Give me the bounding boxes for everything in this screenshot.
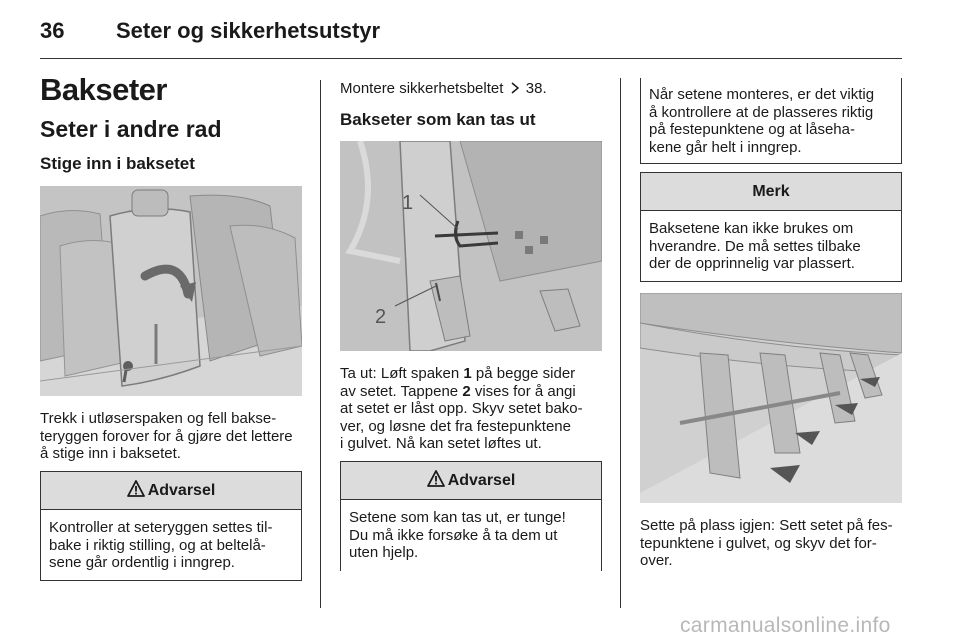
- column-divider-2: [620, 78, 621, 608]
- text-line: kene går helt i inngrep.: [649, 138, 802, 156]
- text-line: ver, og løsne det fra festepunktene: [340, 417, 571, 435]
- callout-ref-2: 2: [462, 382, 471, 400]
- text-line: sene går ordentlig i inngrep.: [49, 554, 235, 571]
- page-header: [40, 18, 900, 52]
- page-reference-arrow-icon: [508, 80, 526, 97]
- text-line: i gulvet. Nå kan setet løftes ut.: [340, 435, 542, 452]
- text-line: Baksetene kan ikke brukes om: [649, 220, 854, 237]
- reference-page: 38.: [525, 80, 547, 97]
- text-line: Kontroller at seteryggen settes til-: [49, 519, 273, 536]
- text-line: uten hjelp.: [349, 544, 419, 561]
- seat-install-illustration: [640, 293, 902, 503]
- removable-seats-heading: Bakseter som kan tas ut: [340, 110, 536, 129]
- text-line: tepunktene i gulvet, og skyv det for-: [640, 534, 877, 552]
- text-line: å kontrollere at de plasseres riktig: [649, 103, 874, 121]
- reinstall-instructions: [640, 517, 915, 570]
- warning-body-continued: [641, 78, 901, 156]
- seatbelt-reference: [340, 80, 610, 98]
- warning-body: [341, 500, 601, 562]
- seat-fold-drawing: [40, 186, 302, 396]
- note-box-header: [641, 173, 901, 211]
- warning-box-continued: [640, 78, 902, 164]
- warning-title: Advarsel: [147, 481, 216, 499]
- text-line: bake i riktig stilling, og at beltelå-: [49, 536, 266, 554]
- callout-ref-1: 1: [463, 365, 472, 382]
- text-line: av setet. Tappene 2 vises for å angi: [340, 382, 576, 400]
- text-line: Trekk i utløserspaken og fell bakse-: [40, 410, 277, 427]
- column-divider-1: [320, 80, 321, 608]
- callout-label-2: 2: [375, 306, 387, 328]
- text-line: Når setene monteres, er det viktig: [649, 86, 875, 103]
- text-line: Du må ikke forsøke å ta dem ut: [349, 526, 558, 544]
- chapter-title: Seter og sikkerhetsutstyr: [116, 18, 381, 43]
- subsection-heading: Seter i andre rad: [40, 116, 222, 142]
- warning-triangle-icon: [427, 470, 445, 492]
- seat-release-illustration: [340, 141, 602, 351]
- seat-release-drawing: [340, 141, 602, 351]
- reference-text: Montere sikkerhetsbeltet: [340, 80, 504, 97]
- warning-box-heavy-seats: [340, 461, 602, 571]
- note-box: [640, 172, 902, 282]
- warning-box-seatback: [40, 471, 302, 581]
- note-body: [641, 211, 901, 273]
- note-title: Merk: [752, 182, 790, 200]
- topic-heading: Stige inn i baksetet: [40, 154, 195, 173]
- text-line: at setet er låst opp. Skyv setet bako-: [340, 400, 583, 417]
- watermark: carmanualsonline.info: [680, 614, 891, 637]
- fold-instructions: [40, 410, 310, 463]
- text-line: Ta ut: Løft spaken 1 på begge sider: [340, 365, 576, 382]
- warning-box-header: [341, 462, 601, 500]
- warning-title: Advarsel: [447, 471, 516, 489]
- warning-box-header: [41, 472, 301, 510]
- callout-label-1: 1: [402, 192, 414, 214]
- removal-instructions: [340, 365, 615, 453]
- text-line: teryggen forover for å gjøre det lettere: [40, 427, 293, 445]
- header-rule: [40, 58, 902, 59]
- text-line: Sette på plass igjen: Sett setet på fes-: [640, 517, 893, 534]
- warning-triangle-icon: [127, 480, 145, 502]
- text-line: hverandre. De må settes tilbake: [649, 237, 861, 255]
- section-heading: Bakseter: [40, 72, 167, 107]
- text-line: over.: [640, 552, 673, 569]
- warning-body: [41, 510, 301, 572]
- seat-install-drawing: [640, 293, 902, 503]
- text-line: på festepunktene og at låseha-: [649, 121, 855, 138]
- text-line: å stige inn i baksetet.: [40, 445, 181, 462]
- text-line: Setene som kan tas ut, er tunge!: [349, 509, 566, 526]
- text-line: der de opprinnelig var plassert.: [649, 255, 855, 272]
- seat-fold-illustration: [40, 186, 302, 396]
- page-number: 36: [40, 18, 65, 43]
